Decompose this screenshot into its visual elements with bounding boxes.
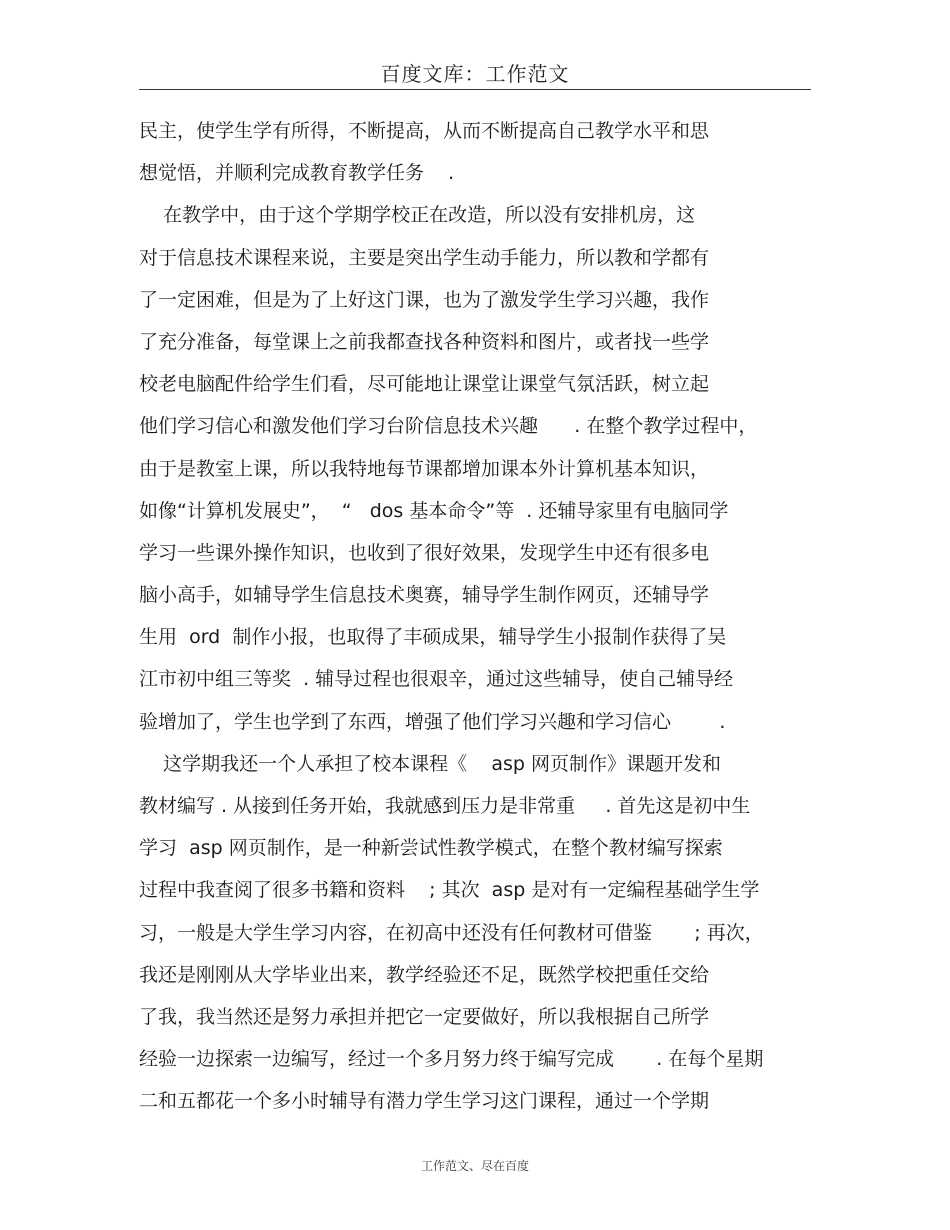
page-footer-text: 工作范文、尽在百度 xyxy=(420,1159,529,1173)
text-line: 如像“计算机发展史”， “ dos 基本命令”等 . 还辅导家里有电脑同学 xyxy=(139,499,729,522)
body-text xyxy=(139,110,819,1123)
text-line: 了充分准备，每堂课上之前我都查找各种资料和图片，或者找一些学 xyxy=(139,330,710,353)
text-line: 对于信息技术课程来说，主要是突出学生动手能力，所以教和学都有 xyxy=(139,246,710,269)
text-line: 这学期我还一个人承担了校本课程《 asp 网页制作》课题开发和 xyxy=(139,752,721,775)
text-line: 了一定困难，但是为了上好这门课，也为了激发学生学习兴趣，我作 xyxy=(139,288,710,311)
text-line: 在教学中，由于这个学期学校正在改造，所以没有安排机房，这 xyxy=(139,204,696,227)
text-line: 生用 ord 制作小报，也取得了丰硕成果，辅导学生小报制作获得了吴 xyxy=(139,626,727,649)
text-line: 二和五都花一个多小时辅导有潜力学生学习这门课程，通过一个学期 xyxy=(139,1090,710,1113)
text-line: 他们学习信心和激发他们学习台阶信息技术兴趣 . 在整个教学过程中， xyxy=(139,415,758,438)
text-line: 我还是刚刚从大学毕业出来，教学经验还不足，既然学校把重任交给 xyxy=(139,963,710,986)
text-line: 江市初中组三等奖 . 辅导过程也很艰辛，通过这些辅导，使自己辅导经 xyxy=(139,668,734,691)
header-divider xyxy=(139,89,811,90)
text-line: 校老电脑配件给学生们看，尽可能地让课堂让课堂气氛活跃，树立起 xyxy=(139,373,710,396)
text-line: 验增加了，学生也学到了东西，增强了他们学习兴趣和学习信心 . xyxy=(139,710,726,733)
text-line: 教材编写 . 从接到任务开始，我就感到压力是非常重 . 首先这是初中生 xyxy=(139,795,751,817)
text-line: 过程中我查阅了很多书籍和资料 ; 其次 asp 是对有一定编程基础学生学 xyxy=(139,879,760,902)
text-line: 习，一般是大学生学习内容，在初高中还没有任何教材可借鉴 ; 再次， xyxy=(139,921,764,944)
text-line: 民主，使学生学有所得，不断提高，从而不断提高自己教学水平和思 xyxy=(139,120,710,142)
page-header-title: 百度文库：工作范文 xyxy=(380,62,570,86)
text-line: 脑小高手，如辅导学生信息技术奥赛，辅导学生制作网页，还辅导学 xyxy=(139,584,710,607)
text-line: 了我，我当然还是努力承担并把它一定要做好，所以我根据自己所学 xyxy=(139,1005,710,1028)
text-line: 学习 asp 网页制作，是一种新尝试性教学模式，在整个教材编写探索 xyxy=(139,837,723,860)
text-line: 经验一边探索一边编写，经过一个多月努力终于编写完成 . 在每个星期 xyxy=(139,1048,764,1071)
text-line: 由于是教室上课，所以我特地每节课都增加课本外计算机基本知识， xyxy=(139,457,710,480)
text-line: 想觉悟，并顺利完成教育教学任务 . xyxy=(139,162,455,185)
text-line: 学习一些课外操作知识，也收到了很好效果，发现学生中还有很多电 xyxy=(139,541,710,564)
